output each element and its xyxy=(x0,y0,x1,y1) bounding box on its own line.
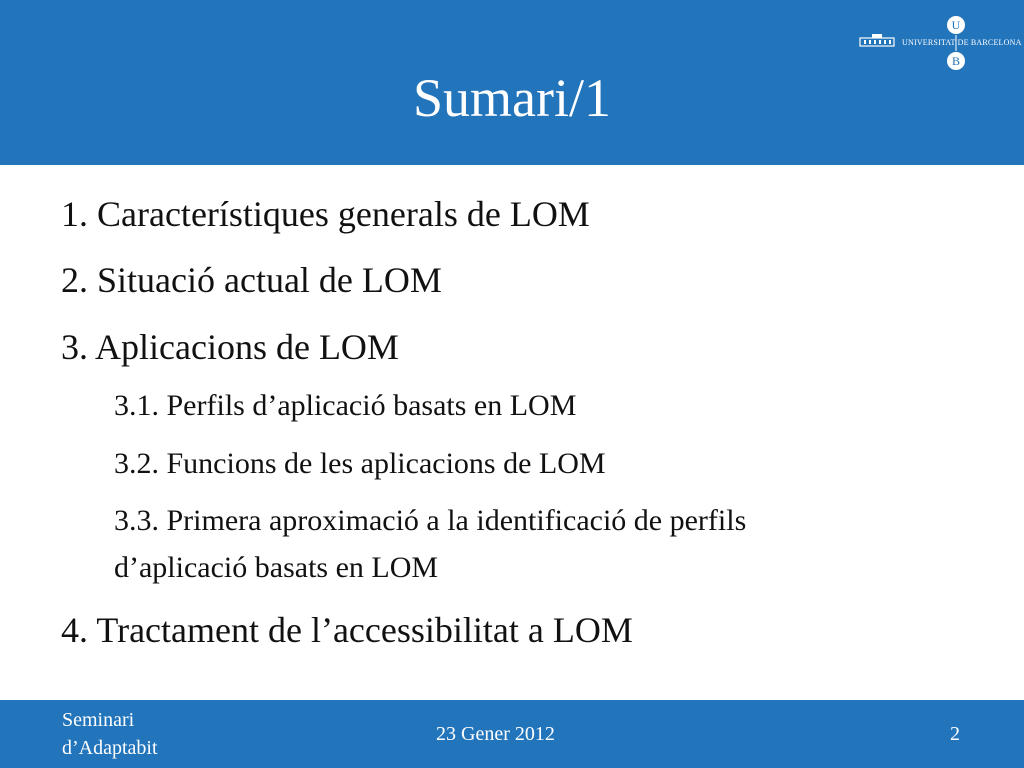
slide-title: Sumari/1 xyxy=(413,68,611,128)
footer-seminar-line2: d’Adaptabit xyxy=(62,737,158,759)
footer-seminar xyxy=(62,706,222,762)
logo-letter-u: U xyxy=(951,18,961,32)
outline-subitem-3-1: 3.1. Perfils d’aplicació basats en LOM xyxy=(114,389,577,422)
outline-item-2: 2. Situació actual de LOM xyxy=(61,260,442,300)
logo-letter-b: B xyxy=(951,54,961,68)
footer-date: 23 Gener 2012 xyxy=(436,723,555,745)
footer-seminar-line1: Seminari xyxy=(62,709,135,731)
outline-item-1: 1. Característiques generals de LOM xyxy=(61,194,590,234)
outline-item-3: 3. Aplicacions de LOM xyxy=(61,327,399,367)
university-name: UNIVERSITAT DE BARCELONA xyxy=(902,38,1022,47)
footer-band xyxy=(0,700,1024,768)
outline-subitem-3-2: 3.2. Funcions de les aplicacions de LOM xyxy=(114,447,606,480)
outline-subitem-3-3-line1: 3.3. Primera aproximació a la identificació de perfils xyxy=(114,504,747,537)
outline-item-4: 4. Tractament de l’accessibilitat a LOM xyxy=(61,610,633,650)
page-number: 2 xyxy=(950,723,960,745)
outline-subitem-3-3-line2: d’aplicació basats en LOM xyxy=(114,551,439,584)
